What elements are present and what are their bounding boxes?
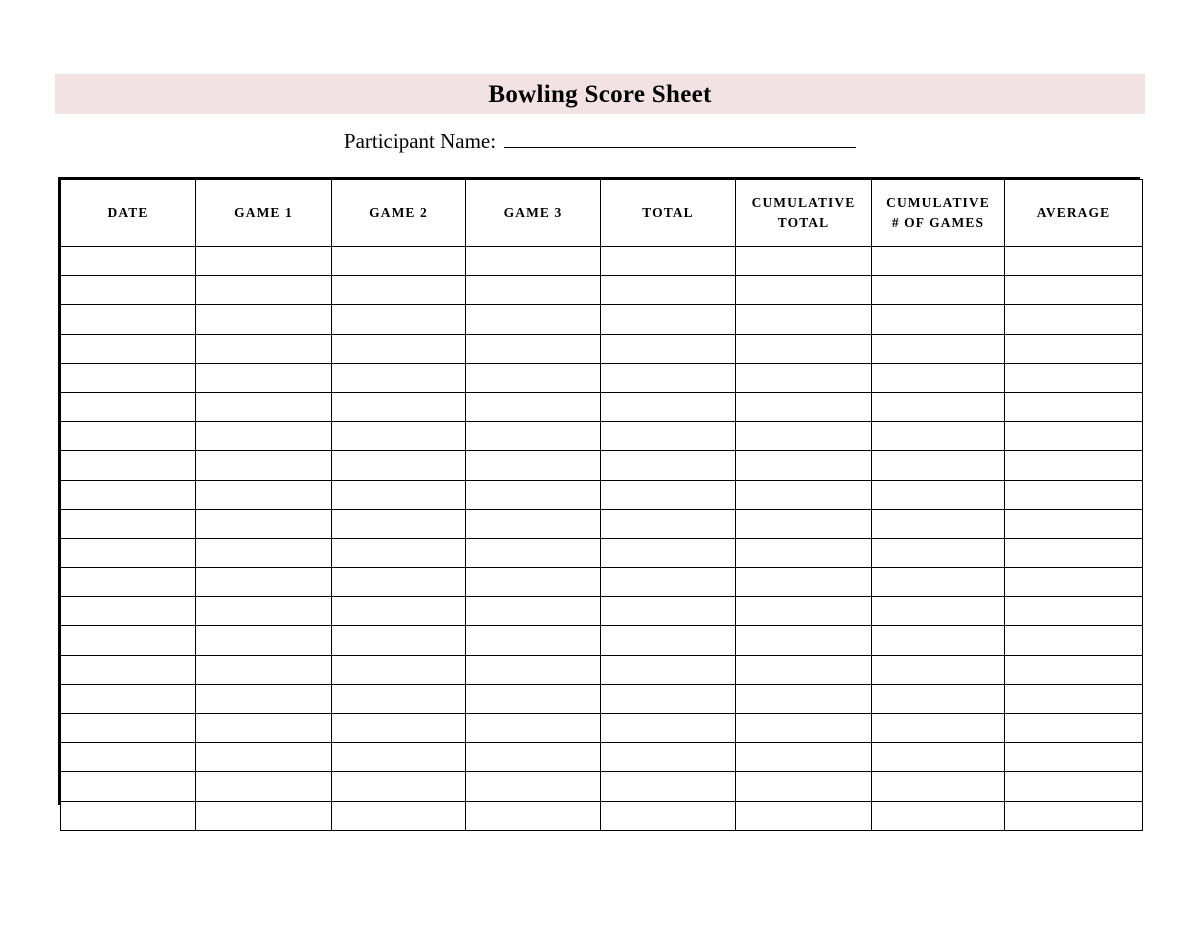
table-cell[interactable] (61, 334, 196, 363)
table-cell[interactable] (736, 247, 872, 276)
table-cell[interactable] (872, 509, 1005, 538)
table-cell[interactable] (872, 451, 1005, 480)
title-banner (55, 74, 1145, 114)
table-cell[interactable] (736, 626, 872, 655)
column-header-cumulative-games-line1: CUMULATIVE (886, 195, 990, 211)
table-row (61, 334, 1143, 363)
table-cell[interactable] (872, 772, 1005, 801)
column-header-total (601, 180, 736, 247)
table-cell[interactable] (332, 743, 466, 772)
table-cell[interactable] (332, 422, 466, 451)
table-cell[interactable] (332, 247, 466, 276)
table-cell[interactable] (601, 451, 736, 480)
table-cell[interactable] (466, 422, 601, 451)
table-row (61, 392, 1143, 421)
column-header-average (1005, 180, 1143, 247)
column-header-game-1 (196, 180, 332, 247)
table-cell[interactable] (196, 363, 332, 392)
table-row (61, 363, 1143, 392)
table-cell[interactable] (872, 363, 1005, 392)
table-row (61, 247, 1143, 276)
table-cell[interactable] (466, 626, 601, 655)
table-cell[interactable] (601, 655, 736, 684)
table-cell[interactable] (61, 743, 196, 772)
table-row (61, 480, 1143, 509)
participant-name-label: Participant Name: (343, 129, 497, 153)
table-cell[interactable] (601, 480, 736, 509)
table-cell[interactable] (61, 568, 196, 597)
table-cell[interactable] (736, 509, 872, 538)
table-cell[interactable] (466, 509, 601, 538)
table-cell[interactable] (332, 392, 466, 421)
table-cell[interactable] (601, 597, 736, 626)
table-cell[interactable] (872, 538, 1005, 567)
header-row (61, 180, 1143, 247)
table-cell[interactable] (1005, 276, 1143, 305)
table-cell[interactable] (332, 597, 466, 626)
table-cell[interactable] (196, 305, 332, 334)
table-row (61, 451, 1143, 480)
table-cell[interactable] (61, 363, 196, 392)
table-row (61, 626, 1143, 655)
table-cell[interactable] (1005, 626, 1143, 655)
table-cell[interactable] (1005, 422, 1143, 451)
table-cell[interactable] (1005, 743, 1143, 772)
table-cell[interactable] (872, 743, 1005, 772)
table-cell[interactable] (736, 334, 872, 363)
table-cell[interactable] (61, 392, 196, 421)
table-cell[interactable] (601, 334, 736, 363)
column-header-cumulative-total-line1: CUMULATIVE (751, 195, 856, 211)
table-cell[interactable] (466, 305, 601, 334)
table-cell[interactable] (466, 568, 601, 597)
table-cell[interactable] (1005, 509, 1143, 538)
table-cell[interactable] (601, 305, 736, 334)
table-cell[interactable] (196, 334, 332, 363)
table-cell[interactable] (332, 714, 466, 743)
table-cell[interactable] (332, 538, 466, 567)
column-header-cumulative-total (736, 180, 872, 247)
table-cell[interactable] (601, 363, 736, 392)
table-cell[interactable] (1005, 772, 1143, 801)
table-cell[interactable] (1005, 480, 1143, 509)
table-cell[interactable] (601, 509, 736, 538)
table-cell[interactable] (872, 568, 1005, 597)
column-header-cumulative-games (872, 180, 1005, 247)
table-row (61, 772, 1143, 801)
column-header-cumulative-games-line2: # OF GAMES (891, 215, 985, 230)
table-cell[interactable] (1005, 714, 1143, 743)
table-cell[interactable] (1005, 392, 1143, 421)
table-cell[interactable] (872, 392, 1005, 421)
table-cell[interactable] (466, 714, 601, 743)
table-cell[interactable] (466, 363, 601, 392)
table-cell[interactable] (601, 772, 736, 801)
table-cell[interactable] (466, 772, 601, 801)
table-cell[interactable] (1005, 568, 1143, 597)
table-cell[interactable] (736, 714, 872, 743)
column-header-game-2 (332, 180, 466, 247)
table-cell[interactable] (736, 422, 872, 451)
participant-name-row (55, 129, 1145, 159)
table-cell[interactable] (196, 772, 332, 801)
table-cell[interactable] (1005, 684, 1143, 713)
table-cell[interactable] (601, 714, 736, 743)
table-cell[interactable] (61, 276, 196, 305)
table-cell[interactable] (601, 247, 736, 276)
table-cell[interactable] (601, 568, 736, 597)
table-cell[interactable] (601, 801, 736, 830)
table-cell[interactable] (466, 276, 601, 305)
table-cell[interactable] (466, 451, 601, 480)
table-cell[interactable] (196, 509, 332, 538)
table-cell[interactable] (196, 714, 332, 743)
table-cell[interactable] (61, 597, 196, 626)
table-cell[interactable] (601, 422, 736, 451)
table-cell[interactable] (196, 597, 332, 626)
table-cell[interactable] (196, 247, 332, 276)
table-cell[interactable] (332, 772, 466, 801)
table-cell[interactable] (332, 276, 466, 305)
table-cell[interactable] (61, 655, 196, 684)
table-cell[interactable] (736, 480, 872, 509)
table-cell[interactable] (332, 451, 466, 480)
table-row (61, 538, 1143, 567)
table-cell[interactable] (872, 597, 1005, 626)
table-row (61, 801, 1143, 830)
table-cell[interactable] (1005, 363, 1143, 392)
table-cell[interactable] (466, 801, 601, 830)
table-cell[interactable] (736, 772, 872, 801)
table-cell[interactable] (196, 538, 332, 567)
score-table-container (58, 177, 1140, 805)
column-header-game-2-line1: GAME 2 (369, 205, 428, 221)
table-cell[interactable] (196, 684, 332, 713)
table-cell[interactable] (61, 305, 196, 334)
column-header-date-line1: DATE (107, 205, 149, 221)
column-header-game-1-line1: GAME 1 (234, 205, 293, 221)
table-cell[interactable] (332, 334, 466, 363)
table-cell[interactable] (466, 334, 601, 363)
table-row (61, 743, 1143, 772)
table-cell[interactable] (196, 568, 332, 597)
table-cell[interactable] (61, 509, 196, 538)
table-cell[interactable] (1005, 247, 1143, 276)
table-cell[interactable] (1005, 597, 1143, 626)
table-cell[interactable] (61, 684, 196, 713)
table-cell[interactable] (736, 363, 872, 392)
table-cell[interactable] (736, 597, 872, 626)
table-cell[interactable] (196, 655, 332, 684)
table-cell[interactable] (1005, 538, 1143, 567)
table-cell[interactable] (736, 568, 872, 597)
table-cell[interactable] (736, 801, 872, 830)
score-table (60, 179, 1143, 831)
table-cell[interactable] (332, 480, 466, 509)
table-row (61, 422, 1143, 451)
column-header-average-line1: AVERAGE (1036, 205, 1111, 221)
page-title: Bowling Score Sheet (488, 80, 712, 108)
table-cell[interactable] (872, 801, 1005, 830)
table-cell[interactable] (872, 480, 1005, 509)
table-cell[interactable] (1005, 801, 1143, 830)
table-cell[interactable] (196, 451, 332, 480)
table-cell[interactable] (601, 538, 736, 567)
table-cell[interactable] (872, 334, 1005, 363)
table-row (61, 305, 1143, 334)
table-cell[interactable] (466, 247, 601, 276)
table-cell[interactable] (736, 451, 872, 480)
table-cell[interactable] (61, 451, 196, 480)
table-cell[interactable] (196, 626, 332, 655)
column-header-game-3-line1: GAME 3 (503, 205, 563, 221)
table-cell[interactable] (466, 684, 601, 713)
table-cell[interactable] (466, 480, 601, 509)
table-header (61, 180, 1143, 247)
table-cell[interactable] (601, 626, 736, 655)
table-cell[interactable] (601, 743, 736, 772)
table-cell[interactable] (196, 801, 332, 830)
table-cell[interactable] (466, 655, 601, 684)
table-cell[interactable] (196, 480, 332, 509)
table-cell[interactable] (601, 392, 736, 421)
column-header-date (61, 180, 196, 247)
table-cell[interactable] (872, 655, 1005, 684)
table-row (61, 655, 1143, 684)
table-body (61, 247, 1143, 831)
table-cell[interactable] (872, 422, 1005, 451)
table-cell[interactable] (332, 684, 466, 713)
table-cell[interactable] (736, 538, 872, 567)
table-cell[interactable] (332, 305, 466, 334)
table-cell[interactable] (332, 801, 466, 830)
table-cell[interactable] (736, 305, 872, 334)
column-header-cumulative-total-line2: TOTAL (777, 215, 830, 230)
column-header-total-line1: TOTAL (642, 205, 694, 221)
table-cell[interactable] (601, 276, 736, 305)
column-header-game-3 (466, 180, 601, 247)
table-cell[interactable] (332, 626, 466, 655)
table-cell[interactable] (736, 743, 872, 772)
table-row (61, 568, 1143, 597)
table-cell[interactable] (466, 538, 601, 567)
table-cell[interactable] (466, 743, 601, 772)
table-cell[interactable] (872, 276, 1005, 305)
table-cell[interactable] (466, 597, 601, 626)
table-cell[interactable] (196, 276, 332, 305)
table-row (61, 509, 1143, 538)
participant-name-field[interactable] (504, 130, 856, 148)
table-cell[interactable] (736, 684, 872, 713)
table-cell[interactable] (736, 655, 872, 684)
table-cell[interactable] (872, 626, 1005, 655)
table-cell[interactable] (1005, 334, 1143, 363)
table-cell[interactable] (1005, 305, 1143, 334)
table-cell[interactable] (196, 422, 332, 451)
table-cell[interactable] (196, 392, 332, 421)
table-cell[interactable] (196, 743, 332, 772)
table-cell[interactable] (61, 626, 196, 655)
table-cell[interactable] (601, 684, 736, 713)
table-cell[interactable] (61, 422, 196, 451)
table-row (61, 684, 1143, 713)
table-cell[interactable] (872, 247, 1005, 276)
table-cell[interactable] (332, 509, 466, 538)
table-cell[interactable] (872, 684, 1005, 713)
table-cell[interactable] (332, 568, 466, 597)
table-cell[interactable] (332, 655, 466, 684)
table-cell[interactable] (61, 801, 196, 830)
table-cell[interactable] (1005, 451, 1143, 480)
table-cell[interactable] (1005, 655, 1143, 684)
table-cell[interactable] (61, 714, 196, 743)
table-cell[interactable] (466, 392, 601, 421)
table-cell[interactable] (736, 392, 872, 421)
table-cell[interactable] (61, 538, 196, 567)
table-cell[interactable] (872, 714, 1005, 743)
table-cell[interactable] (61, 480, 196, 509)
table-row (61, 597, 1143, 626)
table-cell[interactable] (61, 772, 196, 801)
table-cell[interactable] (872, 305, 1005, 334)
table-row (61, 714, 1143, 743)
table-cell[interactable] (332, 363, 466, 392)
table-cell[interactable] (736, 276, 872, 305)
table-row (61, 276, 1143, 305)
table-cell[interactable] (61, 247, 196, 276)
